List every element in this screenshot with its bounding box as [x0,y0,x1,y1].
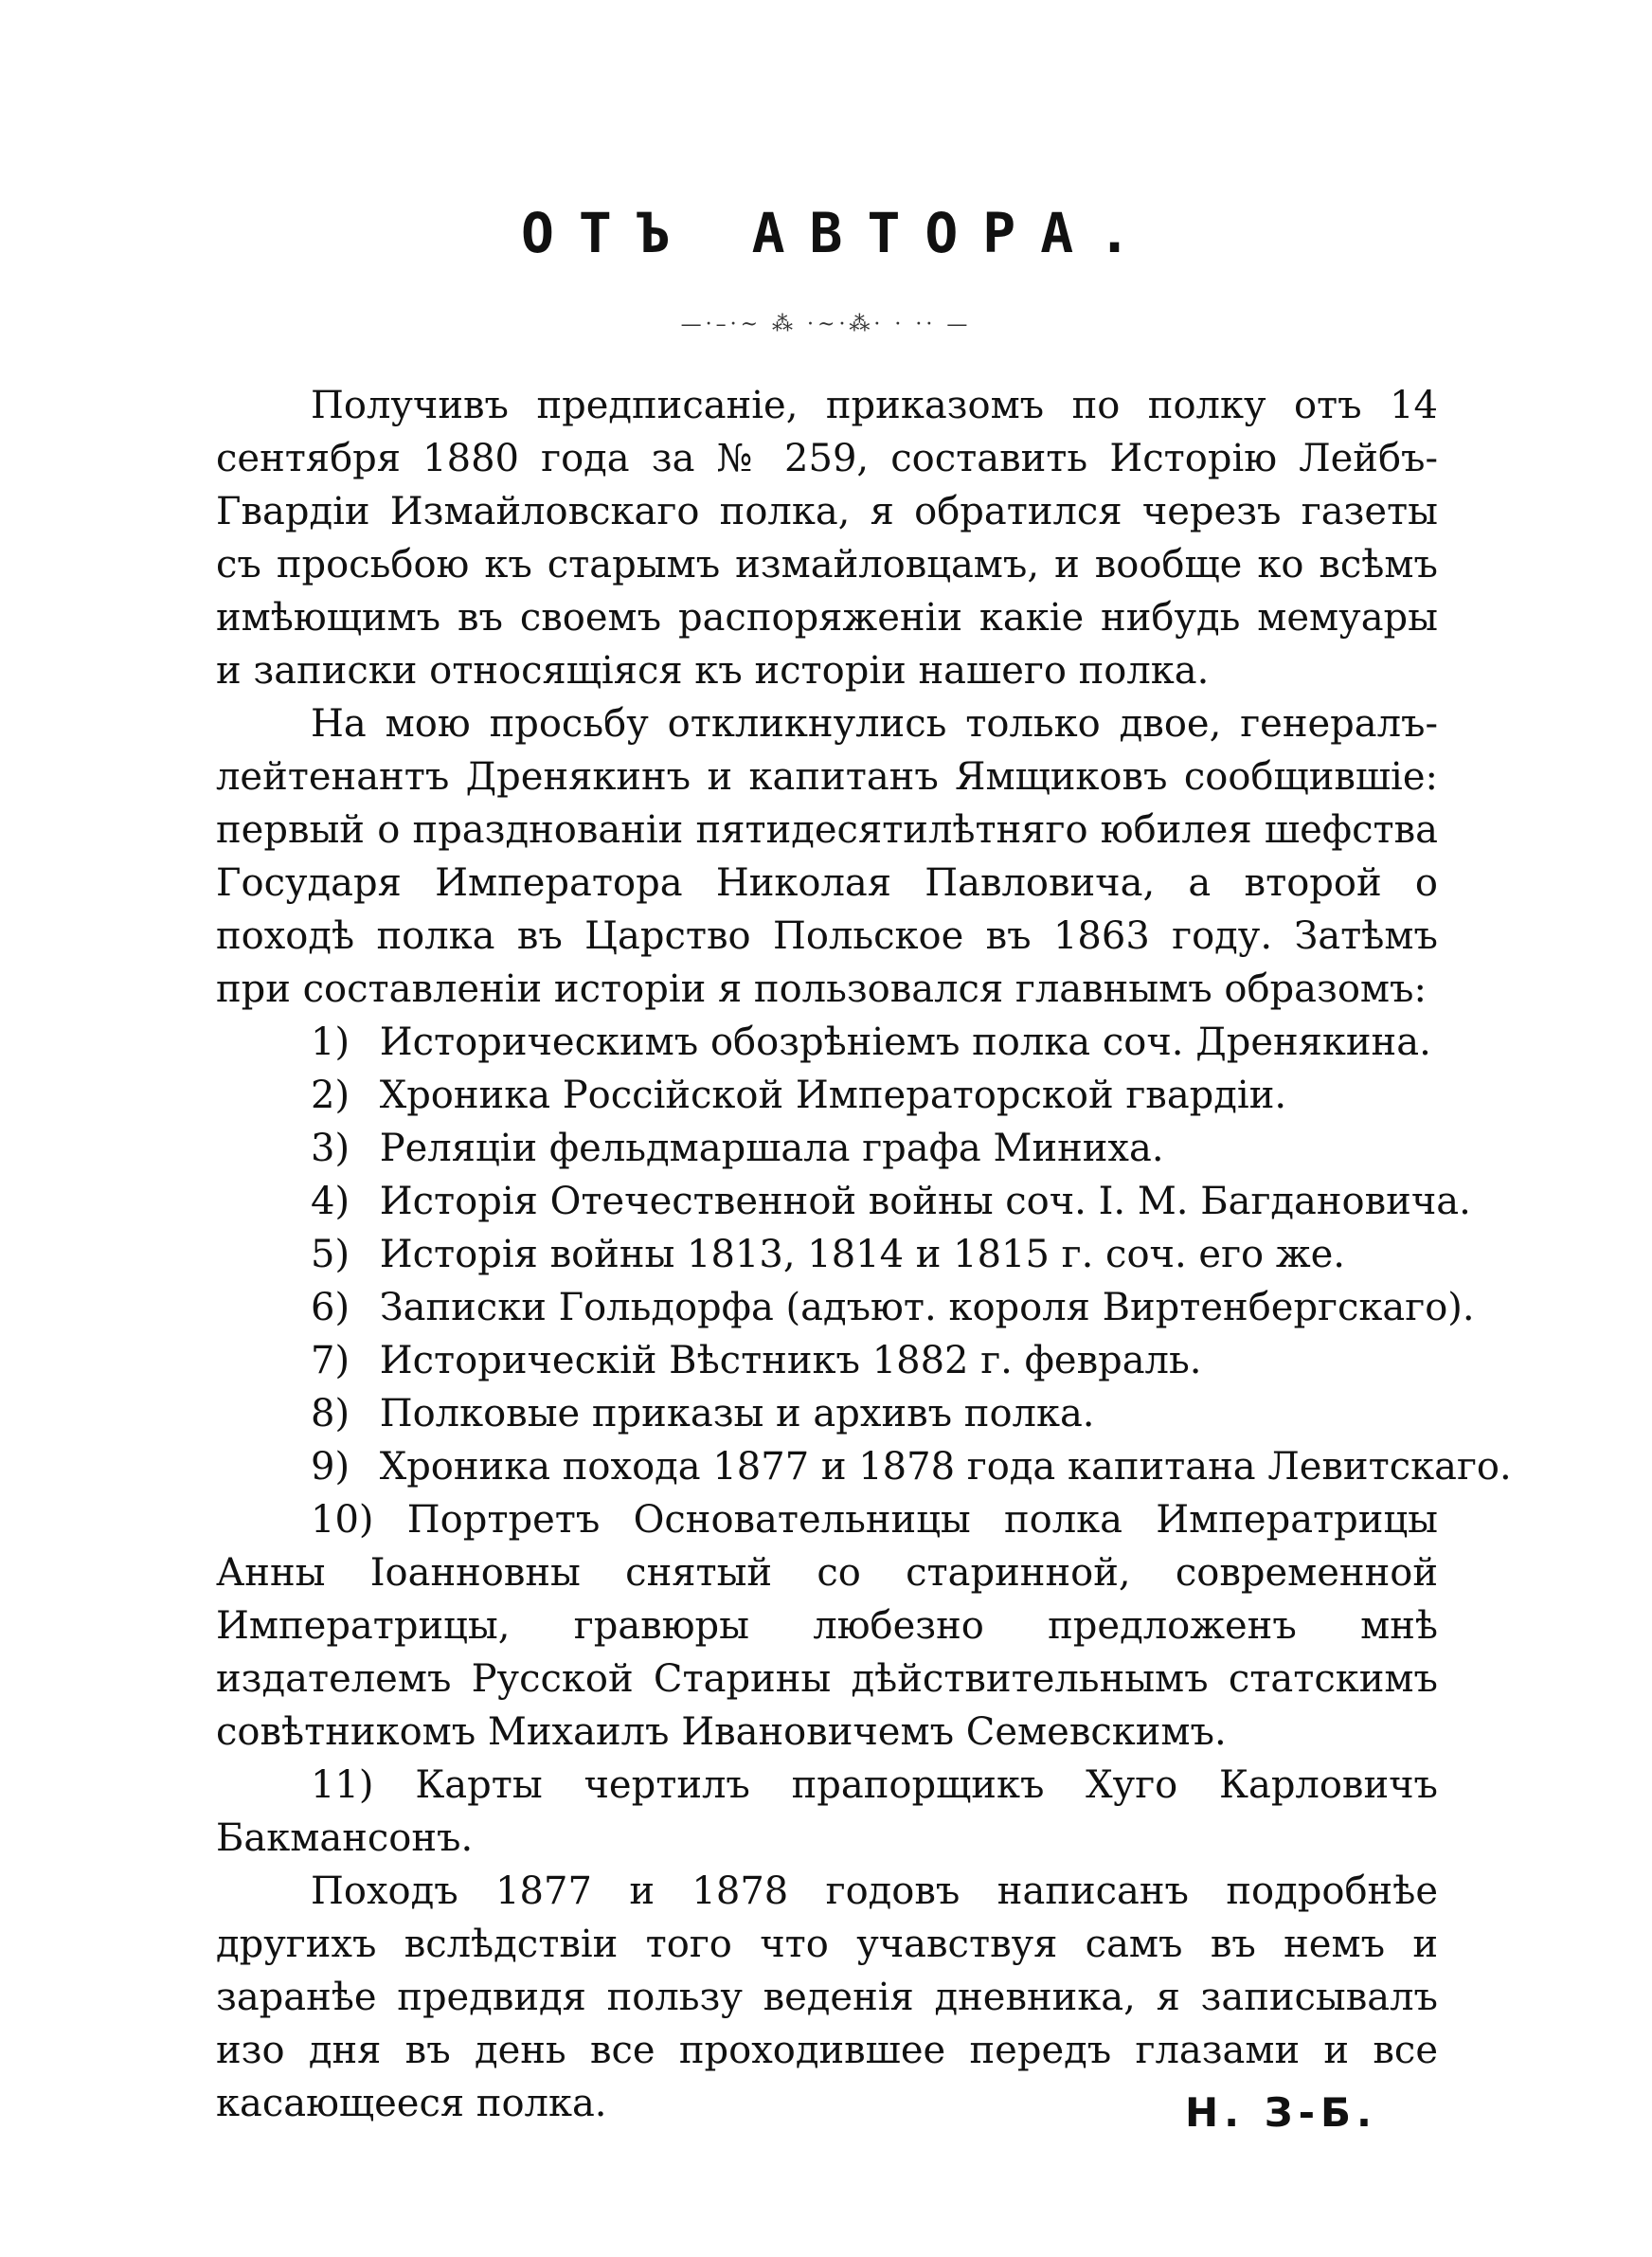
list-item-number: 8) [311,1392,350,1435]
list-item-text: Историческимъ обозрѣніемъ полка соч. Дренякина. [379,1020,1431,1064]
list-item-text: Хроника Россійской Императорской гвардіи. [379,1074,1287,1117]
list-item [311,1440,1512,1493]
list-item [311,1387,1438,1440]
list-item-number: 5) [311,1233,350,1276]
list-item-portrait [216,1493,1438,1759]
paragraph-response: На мою просьбу откликнулись только двое, генералъ-лейтенантъ Дренякинъ и капитанъ Ямщиковъ сообщившіе: первый о празднованіи пятидесятилѣтняго юбилея шефства Государя Императора Николая Павловича, а второй о походѣ полка въ Царство Польское въ 1863 году. Затѣмъ при составленіи исторіи я пользовался главнымъ образомъ: [216,702,1438,1011]
list-item-number: 6) [311,1286,350,1329]
page-title: ОТЪ АВТОРА. [520,201,1157,265]
list-item-text: Историческій Вѣстникъ 1882 г. февраль. [379,1339,1202,1382]
paragraph-intro: Получивъ предписаніе, приказомъ по полку отъ 14 сентября 1880 года за № 259, составить Исторію Лейбъ-Гвардіи Измайловскаго полка, я обратился черезъ газеты съ просьбою къ старымъ измайловцамъ, и вообще ко всѣмъ имѣющимъ въ своемъ распоряженіи какіе нибудь мемуары и записки относящіяся къ исторіи нашего полка. [216,384,1438,693]
document-body [216,379,1512,2130]
ornament-divider: —·–·~ ⁂ ·~·⁂· · ·· — [680,313,972,336]
list-item [311,1281,1475,1334]
list-item-number: 7) [311,1339,350,1382]
author-signature: Н. З-Б. [1185,2089,1377,2136]
list-item [311,1334,1438,1387]
list-item [311,1016,1438,1069]
list-item-number: 10) [311,1498,374,1542]
list-item-number: 2) [311,1074,350,1117]
list-item [311,1069,1438,1122]
list-item-number: 4) [311,1180,350,1223]
paragraph-closing: Походъ 1877 и 1878 годовъ написанъ подробнѣе другихъ вслѣдствіи того что учавствуя самъ въ немъ и заранѣе предвидя пользу веденія дневника, я записывалъ изо дня въ день все проходившее передъ глазами и все касающееся полка. [216,1869,1438,2125]
list-item-text: Полковые приказы и архивъ полка. [379,1392,1095,1435]
list-item-text: Записки Гольдорфа (адъют. короля Виртенбергскаго). [379,1286,1475,1329]
sources-list [216,1016,1512,1493]
list-item-text: Реляціи фельдмаршала графа Миниха. [379,1127,1164,1170]
list-item-number: 3) [311,1127,350,1170]
list-item-maps [216,1759,1438,1865]
list-item [311,1228,1438,1281]
list-item-text: Исторія войны 1813, 1814 и 1815 г. соч. его же. [379,1233,1346,1276]
list-item-text: Хроника похода 1877 и 1878 года капитана Левитскаго. [379,1445,1512,1489]
list-item-number: 9) [311,1445,350,1489]
list-item-text: Исторія Отечественной войны соч. І. М. Багдановича. [379,1180,1471,1223]
list-item [311,1122,1438,1175]
list-item-text: Портретъ Основательницы полка Императрицы Анны Іоанновны снятый со старинной, современной Императрицы, гравюры любезно предложенъ мнѣ издателемъ Русской Старины дѣйствительнымъ статскимъ совѣтникомъ Михаилъ Ивановичемъ Семевскимъ. [216,1498,1439,1754]
list-item [311,1175,1471,1228]
list-item-number: 11) [311,1763,374,1807]
list-item-text: Карты чертилъ прапорщикъ Хуго Карловичъ Бакмансонъ. [216,1763,1439,1860]
list-item-number: 1) [311,1020,350,1064]
